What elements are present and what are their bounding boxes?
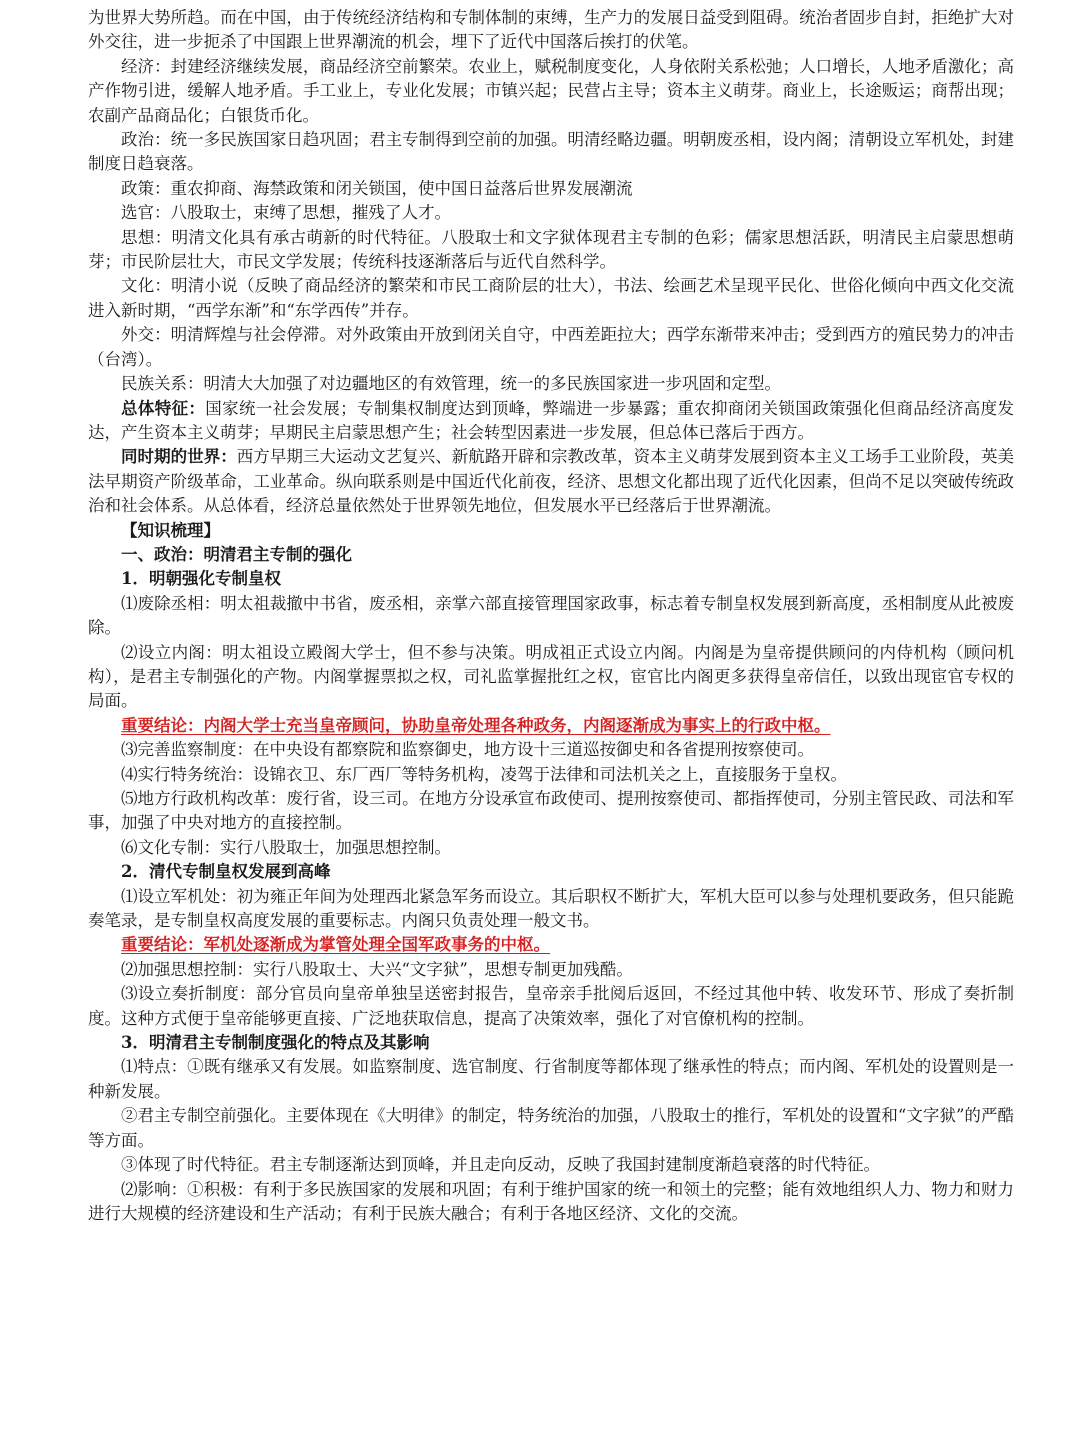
section3-item-3: ③体现了时代特征。君主专制逐渐达到顶峰，并且走向反动，反映了我国封建制度渐趋衰落的时代特征。 — [121, 1155, 880, 1175]
section3-item-4: ⑵影响：①积极：有利于多民族国家的发展和巩固；有利于维护国家的统一和领土的完整；能有效地组织人力、物力和财力进行大规模的经济建设和生产活动；有利于民族大融合；有利于各地区经济、文化的交流。 — [88, 1179, 1014, 1223]
overall-label: 总体特征： — [121, 398, 206, 418]
section1-item-5: ⑸地方行政机构改革：废行省，设三司。在地方分设承宣布政使司、提刑按察使司、都指挥使司，分别主管民政、司法和军事，加强了中央对地方的直接控制。 — [88, 789, 1014, 833]
economy-paragraph: 经济：封建经济继续发展，商品经济空前繁荣。农业上，赋税制度变化，人身依附关系松弛；人口增长，人地矛盾激化；高产作物引进，缓解人地矛盾。手工业上，专业化发展；市镇兴起；民营占主导；资本主义萌芽。商业上，长途贩运；商帮出现；农副产品商品化；白银货币化。 — [88, 56, 1014, 125]
culture-paragraph: 文化：明清小说（反映了商品经济的繁荣和市民工商阶层的壮大），书法、绘画艺术呈现平民化、世俗化倾向中西文化交流进入新时期，“西学东渐”和“东学西传”并存。 — [88, 276, 1014, 320]
officials-paragraph: 选官：八股取士，束缚了思想，摧残了人才。 — [121, 203, 451, 223]
section1-conclusion — [88, 714, 1014, 738]
section3-item-1: ⑴特点：①既有继承又有发展。如监察制度、选官制度、行省制度等都体现了继承性的特点；而内阁、军机处的设置则是一种新发展。 — [88, 1057, 1014, 1101]
thought-paragraph: 思想：明清文化具有承古萌新的时代特征。八股取士和文字狱体现君主专制的色彩；儒家思想活跃，明清民主启蒙思想萌芽；市民阶层壮大，市民文学发展；传统科技逐渐落后与近代自然科学。 — [88, 227, 1014, 272]
policy-paragraph: 政策：重农抑商、海禁政策和闭关锁国，使中国日益落后世界发展潮流 — [121, 178, 633, 198]
section2-item-3: ⑶设立奏折制度：部分官员向皇帝单独呈送密封报告，皇帝亲手批阅后返回，不经过其他中转、收发环节、形成了奏折制度。这种方式便于皇帝能够更直接、广泛地获取信息，提高了决策效率，强化了对官僚机构的控制。 — [88, 984, 1014, 1028]
part1-title: 一、政治：明清君主专制的强化 — [121, 544, 352, 564]
knowledge-heading: 【知识梳理】 — [121, 520, 220, 540]
section2-title: 2．清代专制皇权发展到高峰 — [121, 862, 331, 882]
world-paragraph — [88, 445, 1014, 518]
section1-item-3: ⑶完善监察制度：在中央设有都察院和监察御史，地方设十三道巡按御史和各省提刑按察使司。 — [121, 740, 814, 760]
intro-paragraph: 为世界大势所趋。而在中国，由于传统经济结构和专制体制的束缚，生产力的发展日益受到阻碍。统治者固步自封，拒绝扩大对外交往，进一步扼杀了中国跟上世界潮流的机会，埋下了近代中国落后挨打的伏笔。 — [88, 8, 1014, 52]
section2-item-2: ⑵加强思想控制：实行八股取士、大兴“文字狱”，思想专制更加残酷。 — [121, 959, 633, 979]
section1-conclusion-text: 重要结论：内阁大学士充当皇帝顾问，协助皇帝处理各种政务，内阁逐渐成为事实上的行政中枢。 — [121, 715, 831, 735]
section2-conclusion — [88, 933, 1014, 957]
section1-item-1: ⑴废除丞相：明太祖裁撤中书省，废丞相，亲掌六部直接管理国家政事，标志着专制皇权发展到新高度，丞相制度从此被废除。 — [88, 593, 1014, 638]
world-label: 同时期的世界： — [121, 447, 237, 467]
overall-text: 国家统一社会发展；专制集权制度达到顶峰，弊端进一步暴露；重农抑商闭关锁国政策强化但商品经济高度发达，产生资本主义萌芽；早期民主启蒙思想产生；社会转型因素进一步发展，但总体已落后于西方。 — [88, 398, 1015, 442]
section3-item-2: ②君主专制空前强化。主要体现在《大明律》的制定，特务统治的加强，八股取士的推行，军机处的设置和“文字狱”的严酷等方面。 — [88, 1106, 1014, 1150]
section1-title: 1．明朝强化专制皇权 — [121, 569, 281, 589]
overall-paragraph — [88, 397, 1014, 446]
world-text: 西方早期三大运动文艺复兴、新航路开辟和宗教改革，资本主义萌芽发展到资本主义工场手工业阶段，英美法早期资产阶级革命，工业革命。纵向联系则是中国近代化前夜，经济、思想文化都出现了近代化因素，但尚不足以突破传统政治和社会体系。从总体看，经济总量依然处于世界领先地位，但发展水平已经落后于世界潮流。 — [88, 447, 1015, 516]
ethnic-paragraph: 民族关系：明清大大加强了对边疆地区的有效管理，统一的多民族国家进一步巩固和定型。 — [121, 374, 781, 394]
diplomacy-paragraph: 外交：明清辉煌与社会停滞。对外政策由开放到闭关自守，中西差距拉大；西学东渐带来冲击；受到西方的殖民势力的冲击（台湾）。 — [88, 325, 1014, 369]
section2-conclusion-text: 重要结论：军机处逐渐成为掌管处理全国军政事务的中枢。 — [121, 935, 550, 955]
section2-item-1: ⑴设立军机处：初为雍正年间为处理西北紧急军务而设立。其后职权不断扩大，军机大臣可以参与处理机要政务，但只能跪奏笔录，是专制皇权高度发展的重要标志。内阁只负责处理一般文书。 — [88, 886, 1014, 931]
politics-paragraph: 政治：统一多民族国家日趋巩固；君主专制得到空前的加强。明清经略边疆。明朝废丞相，设内阁；清朝设立军机处，封建制度日趋衰落。 — [88, 130, 1014, 174]
section1-item-2: ⑵设立内阁：明太祖设立殿阁大学士，但不参与决策。明成祖正式设立内阁。内阁是为皇帝提供顾问的内侍机构（顾问机构），是君主专制强化的产物。内阁掌握票拟之权，司礼监掌握批红之权，宦官比内阁更多获得皇帝信任，以致出现宦官专权的局面。 — [88, 642, 1014, 711]
section1-item-4: ⑷实行特务统治：设锦衣卫、东厂西厂等特务机构，凌驾于法律和司法机关之上，直接服务于皇权。 — [121, 764, 847, 784]
section1-item-6: ⑹文化专制：实行八股取士，加强思想控制。 — [121, 837, 451, 857]
section3-title: 3．明清君主专制制度强化的特点及其影响 — [121, 1033, 430, 1053]
